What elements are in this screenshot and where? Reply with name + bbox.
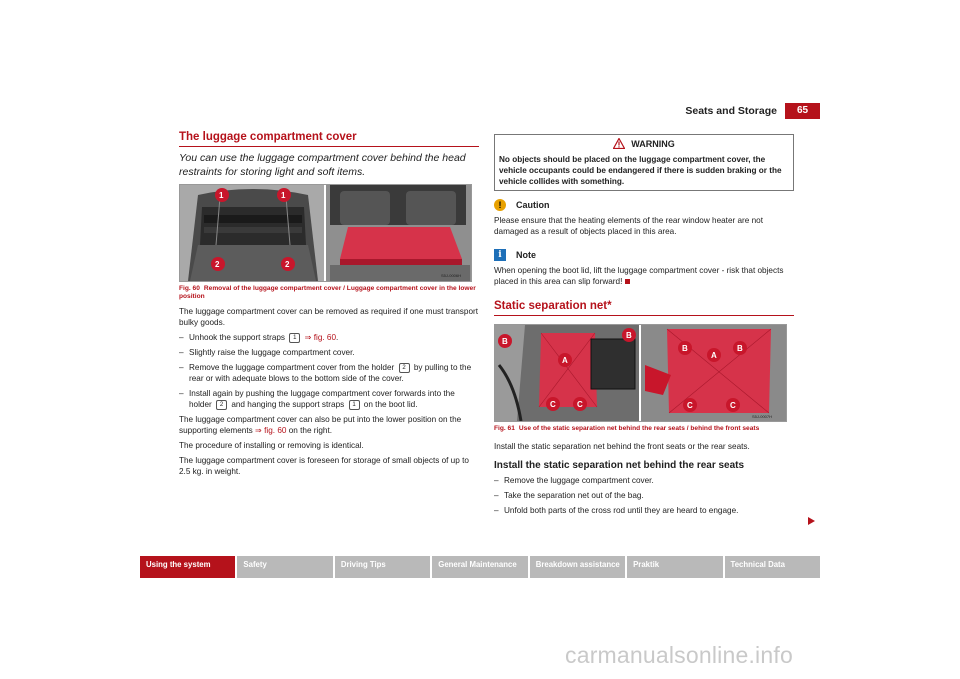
step-unhook-straps: – Unhook the support straps 1 ⇒ fig. 60. (179, 332, 479, 343)
figure-61-label-c3: C (687, 401, 693, 410)
info-icon: i (494, 249, 506, 261)
paragraph-removal-intro: The luggage compartment cover can be removed as required if one must transport bulky goods. (179, 307, 478, 327)
step-install-cover: – Install again by pushing the luggage compartment cover forwards into the holder 2 and hanging the support straps 1 on the boot lid. (179, 388, 479, 410)
nav-tab-driving-tips[interactable]: Driving Tips (335, 556, 430, 578)
figure-61-code: S5J-0007H (752, 414, 773, 419)
left-column (179, 132, 479, 481)
note-text: When opening the boot lid, lift the luggage compartment cover - risk that objects placed in this area can slip forward! (494, 266, 784, 286)
section-end-marker (625, 279, 630, 284)
warning-icon (613, 138, 625, 149)
step-take-net-out: – Take the separation net out of the bag. (494, 490, 794, 501)
nav-tab-general-maintenance[interactable]: General Maintenance (432, 556, 527, 578)
figure-61-label-c2: C (577, 400, 583, 409)
section-heading-separation-net: Static separation net* (494, 301, 794, 316)
note-heading: i Note (494, 249, 794, 261)
caution-heading: ! Caution (494, 199, 794, 211)
paragraph-lower-position: The luggage compartment cover can also be put into the lower position on the supporting elements ⇒ fig. 60 on the right. (179, 415, 462, 435)
caution-icon: ! (494, 199, 506, 211)
subheading-install-rear: Install the static separation net behind the rear seats (494, 460, 745, 471)
step-raise-cover: – Slightly raise the luggage compartment cover. (179, 347, 479, 358)
nav-tab-breakdown-assistance[interactable]: Breakdown assistance (530, 556, 625, 578)
figure-61-label-a2: A (711, 351, 717, 360)
figure-60-illustration (180, 185, 471, 281)
paragraph-weight-limit: The luggage compartment cover is foreseen for storage of small objects of up to 2.5 kg. in weight. (179, 456, 469, 476)
paragraph-install-location: Install the static separation net behind the front seats or the rear seats. (494, 442, 750, 451)
figure-60-label-1b: 1 (281, 191, 286, 200)
figure-60-caption (179, 285, 479, 301)
warning-box (494, 134, 794, 191)
step-remove-cover: – Remove the luggage compartment cover from the holder 2 by pulling to the rear or with adequate blows to the bottom side of the cover. (179, 362, 479, 384)
chapter-nav (140, 556, 820, 578)
figure-61-label-c4: C (730, 401, 736, 410)
chapter-title: Seats and Storage (685, 105, 777, 117)
marker-1: 1 (349, 400, 360, 410)
step-unfold-rod: – Unfold both parts of the cross rod until they are heard to engage. (494, 505, 794, 516)
caution-text: Please ensure that the heating elements of the rear window heater are not damaged as a result of objects placed in this area. (494, 216, 763, 236)
figure-60-link[interactable]: ⇒ fig. 60 (304, 333, 337, 342)
figure-61 (494, 324, 787, 422)
figure-60 (179, 184, 472, 282)
figure-61-caption (494, 425, 794, 433)
watermark: carmanualsonline.info (565, 642, 793, 668)
section-intro: You can use the luggage compartment cover behind the head restraints for storing light and soft items. (179, 152, 466, 178)
marker-2: 2 (399, 363, 410, 373)
figure-60-caption-text: Removal of the luggage compartment cover / Luggage compartment cover in the lower position (179, 285, 476, 300)
next-page-arrow-icon[interactable] (808, 517, 815, 525)
figure-60-label-1a: 1 (219, 191, 224, 200)
figure-60-code: S5J-0006H (441, 273, 462, 278)
section-heading-luggage-cover: The luggage compartment cover (179, 132, 479, 147)
figure-61-label-c1: C (550, 400, 556, 409)
figure-61-label-b2: B (626, 331, 632, 340)
figure-61-label-b1: B (502, 337, 508, 346)
warning-title: WARNING (499, 135, 789, 154)
figure-60-link[interactable]: ⇒ fig. 60 (255, 426, 287, 435)
nav-tab-technical-data[interactable]: Technical Data (725, 556, 820, 578)
warning-text: No objects should be placed on the luggage compartment cover, the vehicle occupants could be endangered if there is sudden braking or the vehicle collides with something. (499, 155, 782, 186)
figure-60-label-2a: 2 (215, 260, 220, 269)
page-number: 65 (785, 103, 820, 119)
marker-1: 1 (289, 333, 300, 343)
figure-61-number: Fig. 61 (494, 425, 515, 432)
figure-60-number: Fig. 60 (179, 285, 200, 292)
figure-61-label-a1: A (562, 356, 568, 365)
nav-tab-safety[interactable]: Safety (237, 556, 332, 578)
nav-tab-using-the-system[interactable]: Using the system (140, 556, 235, 578)
page-header (0, 103, 960, 119)
figure-61-illustration (495, 325, 786, 421)
step-remove-cover: – Remove the luggage compartment cover. (494, 475, 794, 486)
figure-61-caption-text: Use of the static separation net behind the rear seats / behind the front seats (518, 425, 760, 432)
figure-61-label-b3: B (682, 344, 688, 353)
right-column (494, 134, 794, 520)
paragraph-procedure: The procedure of installing or removing is identical. (179, 441, 364, 450)
nav-tab-praktik[interactable]: Praktik (627, 556, 722, 578)
figure-60-label-2b: 2 (285, 260, 290, 269)
marker-2: 2 (216, 400, 227, 410)
figure-61-label-b4: B (737, 344, 743, 353)
